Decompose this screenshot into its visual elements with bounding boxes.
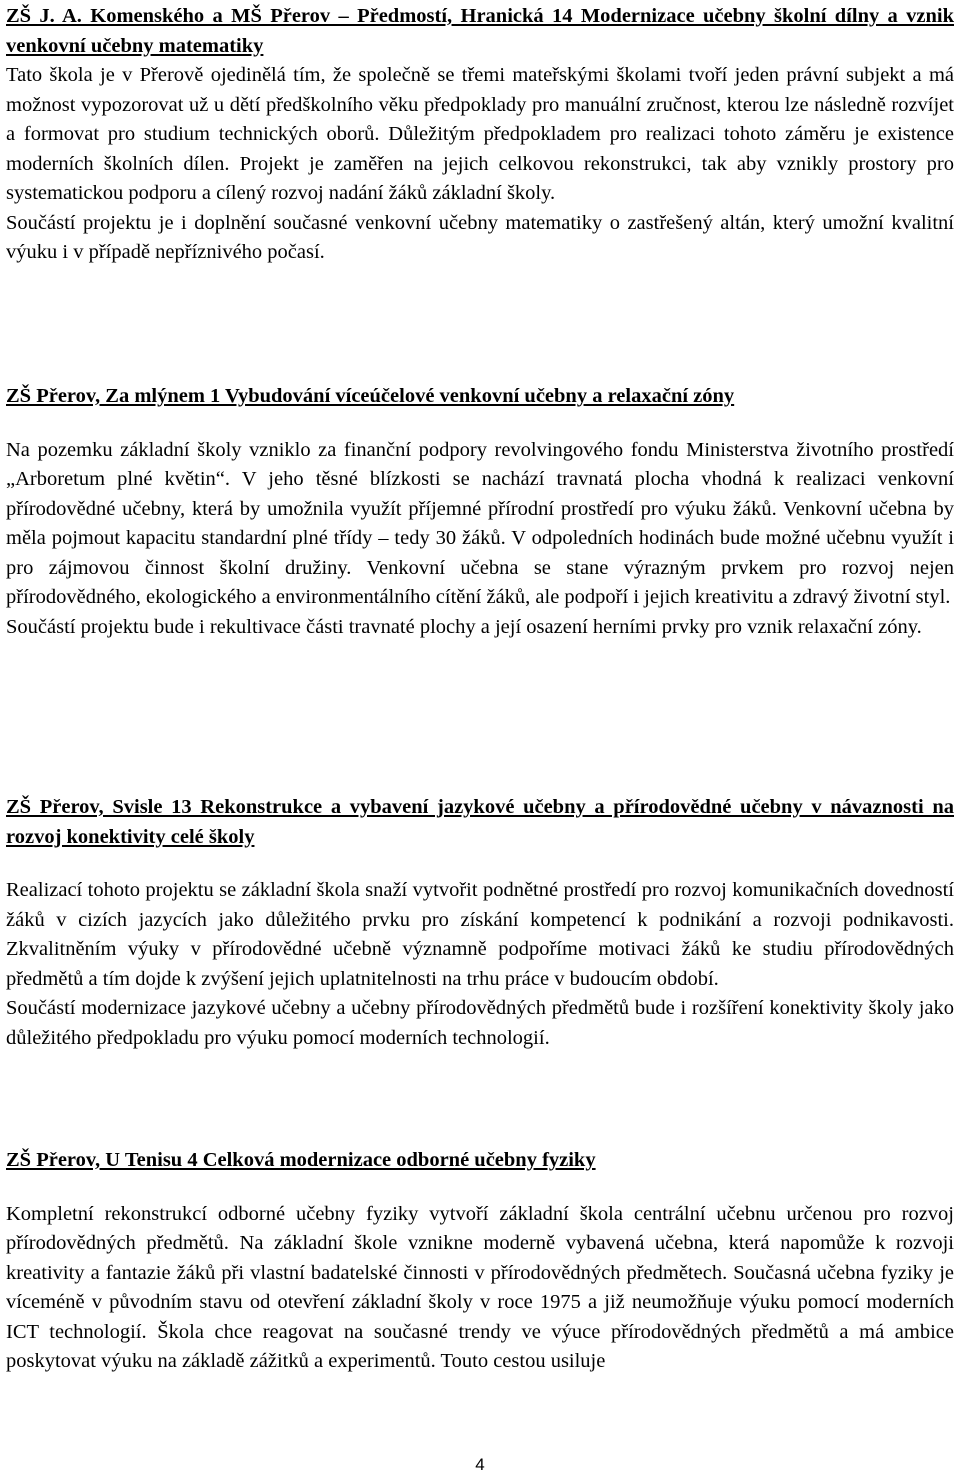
section-u-tenisu (6, 1146, 954, 1377)
section-paragraph: Součástí projektu je i doplnění současné venkovní učebny matematiky o zastřešený altán, který umožní kvalitní výuku i v případě nepříznivého počasí. (6, 211, 954, 263)
section-paragraph: Na pozemku základní školy vzniklo za finanční podpory revolvingového fondu Ministerstva životního prostředí „Arboretum plné květin“. V jeho těsné blízkosti se nachází travnatá plocha vhodná k realizaci venkovní přírodovědné učebny, která by umožnila využít příjemné přírodní prostředí pro výuku žáků. Venkovní učebna by měla pojmout kapacitu standardní plné třídy – tedy 30 žáků. V odpoledních hodinách bude možné učebnu využít i pro zájmovou činnost školní družiny. Venkovní učebna se stane výrazným prvkem pro rozvoj nejen přírodovědného, ekologického a environmentálního cítění žáků, ale podpoří i jejich kreativitu a zdravý životní styl. (6, 438, 954, 608)
section-svisle (6, 793, 954, 1053)
section-komenskeho (6, 2, 954, 268)
section-paragraph: Kompletní rekonstrukcí odborné učebny fyziky vytvoří základní škola centrální učebnu určenou pro rozvoj přírodovědných předmětů. Na základní škole vznikne moderně vybavená učebna, která napomůže k rozvoji kreativity a fantazie žáků při vlastní badatelské činnosti v přírodovědných předmětech. Současná učebna fyziky je víceméně v původním stavu od otevření základní školy v roce 1975 a již neumožňuje výuku pomocí moderních ICT technologií. Škola chce reagovat na současné trendy ve výuce přírodovědných předmětů a má ambice poskytovat výuku na základě zážitků a experimentů. Touto cestou usiluje (6, 1202, 954, 1372)
section-title: ZŠ J. A. Komenského a MŠ Přerov – Předmostí, Hranická 14 Modernizace učebny školní dílny a vznik venkovní učebny matematiky (6, 5, 954, 57)
section-paragraph: Tato škola je v Přerově ojedinělá tím, že společně se třemi mateřskými školami tvoří jeden právní subjekt a má možnost vypozorovat už u dětí předškolního věku předpoklady pro manuální zručnost, kterou lze následně rozvíjet a formovat pro studium technických oborů. Důležitým předpokladem pro realizaci tohoto záměru je existence moderních školních dílen. Projekt je zaměřen na jejich celkovou rekonstrukci, tak aby vznikly prostory pro systematickou podporu a cílený rozvoj nadání žáků základní školy. (6, 64, 954, 204)
section-paragraph: Součástí modernizace jazykové učebny a učebny přírodovědných předmětů bude i rozšíření konektivity školy jako důležitého předpokladu pro výuku pomocí moderních technologií. (6, 997, 954, 1049)
section-title: ZŠ Přerov, U Tenisu 4 Celková modernizace odborné učebny fyziky (6, 1149, 596, 1171)
section-paragraph: Součástí projektu bude i rekultivace části travnaté plochy a její osazení herními prvky pro vznik relaxační zóny. (6, 615, 922, 638)
section-paragraph: Realizací tohoto projektu se základní škola snaží vytvořit podnětné prostředí pro rozvoj komunikačních dovedností žáků v cizích jazycích jako důležitého prvku pro získání kompetencí k podnikání a rozvoji podnikavosti. Zkvalitněním výuky v přírodovědné učebně významně podpoříme motivaci žáků ke studiu přírodovědných předmětů a tím dojde k zvýšení jejich uplatnitelnosti na trhu práce v budoucím období. (6, 879, 954, 990)
section-za-mlynem (6, 382, 954, 642)
page-number: 4 (475, 1455, 485, 1474)
section-title: ZŠ Přerov, Svisle 13 Rekonstrukce a vybavení jazykové učebny a přírodovědné učebny v návaznosti na rozvoj konektivity celé školy (6, 796, 954, 848)
section-title: ZŠ Přerov, Za mlýnem 1 Vybudování víceúčelové venkovní učebny a relaxační zóny (6, 385, 735, 407)
